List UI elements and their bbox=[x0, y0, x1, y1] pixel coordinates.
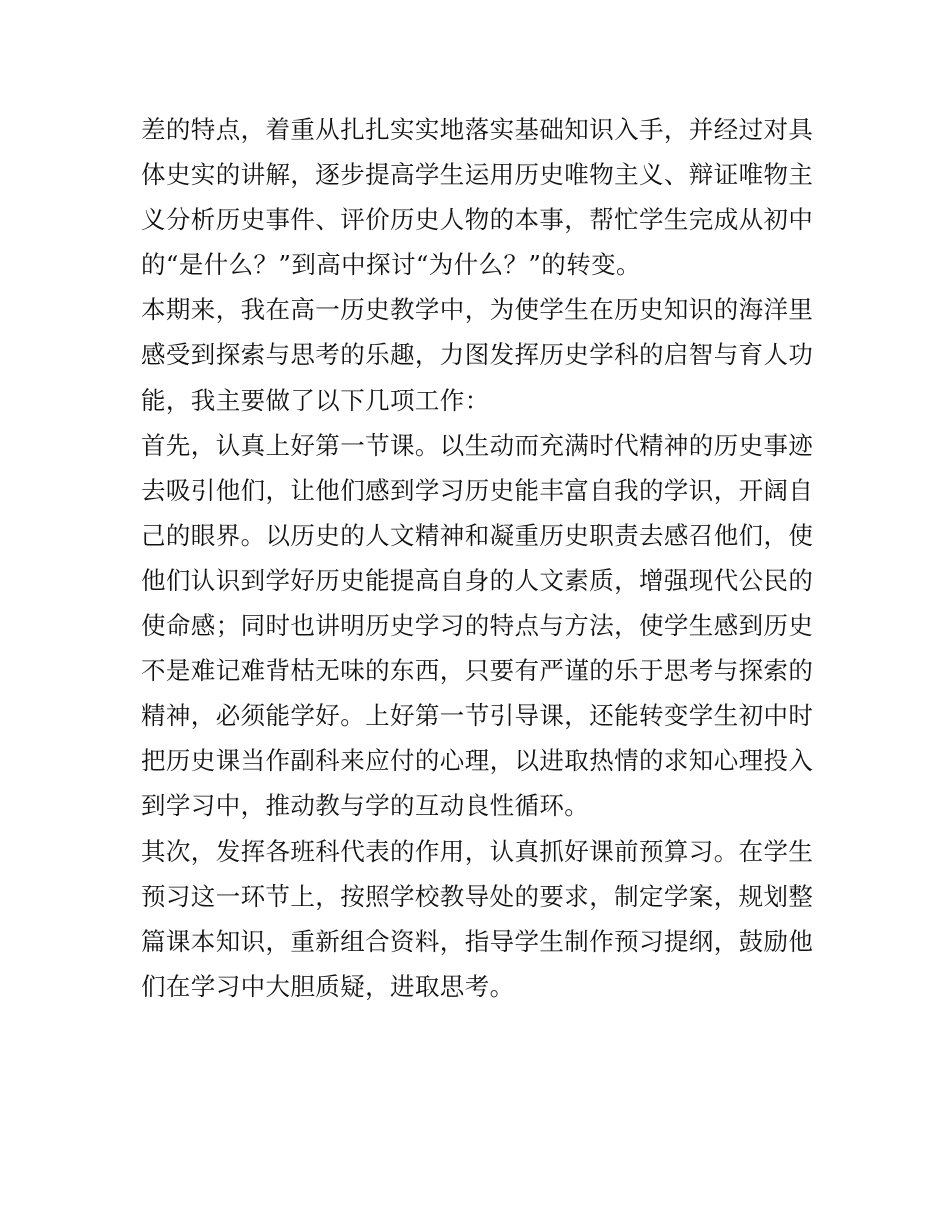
text-line: 到学习中，推动教与学的互动良性循环。 bbox=[141, 791, 590, 821]
text-line: 己的眼界。以历史的人文精神和凝重历史职责去感召他们，使 bbox=[141, 520, 814, 550]
text-line: 其次，发挥各班科代表的作用，认真抓好课前预算习。在学生 bbox=[141, 836, 814, 866]
text-line: 篇课本知识，重新组合资料，指导学生制作预习提纲，鼓励他 bbox=[141, 926, 814, 956]
text-line: 首先，认真上好第一节课。以生动而充满时代精神的历史事迹 bbox=[141, 430, 814, 460]
text-line: 把历史课当作副科来应付的心理，以进取热情的求知心理投入 bbox=[141, 746, 814, 776]
text-line: 使命感；同时也讲明历史学习的特点与方法，使学生感到历史 bbox=[141, 611, 814, 641]
text-line: 去吸引他们，让他们感到学习历史能丰富自我的学识，开阔自 bbox=[141, 475, 814, 505]
text-line: 差的特点，着重从扎扎实实地落实基础知识入手，并经过对具 bbox=[141, 115, 814, 144]
text-line: 感受到探索与思考的乐趣，力图发挥历史学科的启智与育人功 bbox=[141, 340, 814, 370]
text-line: 们在学习中大胆质疑，进取思考。 bbox=[141, 971, 515, 1001]
document-body bbox=[141, 107, 814, 1009]
text-line: 能，我主要做了以下几项工作： bbox=[141, 385, 490, 415]
text-line: 不是难记难背枯无味的东西，只要有严谨的乐于思考与探索的 bbox=[141, 656, 814, 686]
text-line: 义分析历史事件、评价历史人物的本事，帮忙学生完成从初中 bbox=[141, 205, 814, 235]
text-line: 精神，必须能学好。上好第一节引导课，还能转变学生初中时 bbox=[141, 701, 814, 731]
text-line: 体史实的讲解，逐步提高学生运用历史唯物主义、辩证唯物主 bbox=[141, 160, 814, 190]
text-line: 本期来，我在高一历史教学中，为使学生在历史知识的海洋里 bbox=[141, 295, 814, 325]
text-line: 预习这一环节上，按照学校教导处的要求，制定学案，规划整 bbox=[141, 881, 814, 911]
text-line: 他们认识到学好历史能提高自身的人文素质，增强现代公民的 bbox=[141, 565, 814, 595]
text-line: 的“是什么？”到高中探讨“为什么？”的转变。 bbox=[141, 250, 641, 280]
